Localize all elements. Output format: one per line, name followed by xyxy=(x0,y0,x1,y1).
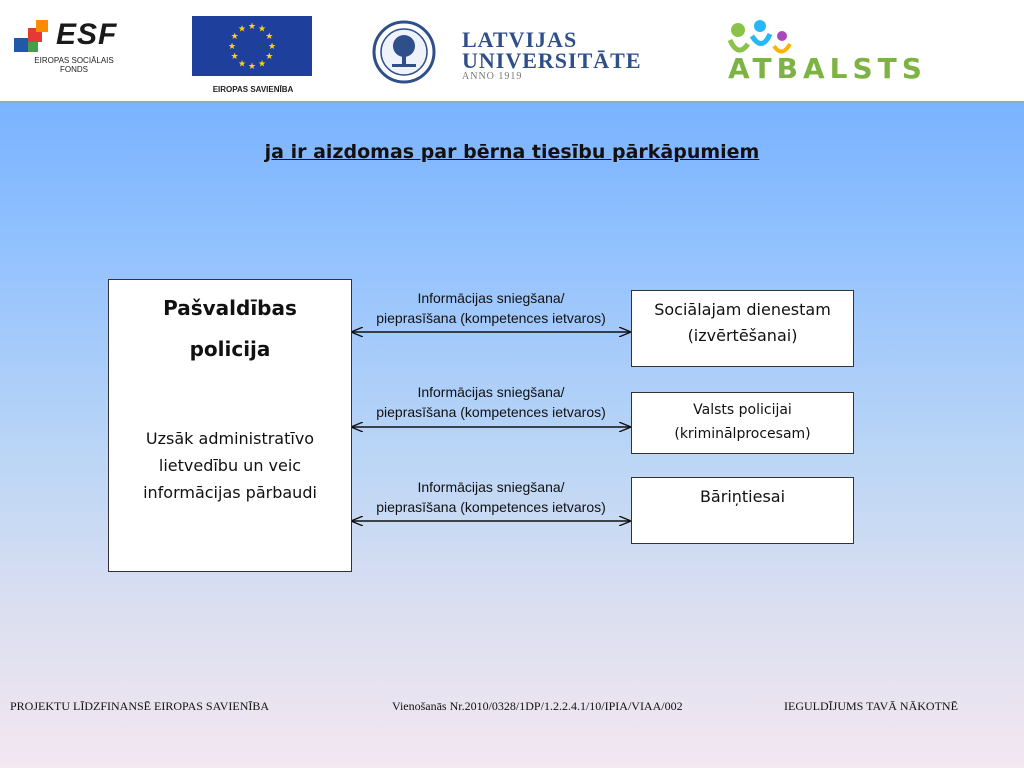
flow-label-1-line1: Informācijas sniegšana/ xyxy=(417,290,565,306)
main-title-line1: Pašvaldības xyxy=(163,296,297,320)
social-service-line2: (izvērtēšanai) xyxy=(687,326,798,345)
municipal-police-title xyxy=(109,288,351,370)
main-title-line2: policija xyxy=(189,337,271,361)
flow-label-2-line2: pieprasīšana (kompetences ietvaros) xyxy=(376,404,606,420)
atbalsts-wordmark: ATBALSTS xyxy=(728,52,927,85)
eu-star-icon: ★ xyxy=(257,23,267,34)
flow-label-3-line2: pieprasīšana (kompetences ietvaros) xyxy=(376,499,606,515)
eu-star-icon: ★ xyxy=(257,58,267,69)
footer-slogan: IEGULDĪJUMS TAVĀ NĀKOTNĒ xyxy=(784,699,958,713)
eu-star-icon: ★ xyxy=(237,23,247,34)
slide-title: ja ir aizdomas par bērna tiesību pārkāpumiem xyxy=(264,141,760,163)
footer-cofinanced: PROJEKTU LĪDZFINANSĒ EIROPAS SAVIENĪBA xyxy=(10,699,270,713)
footer-agreement-number: Vienošanās Nr.2010/0328/1DP/1.2.2.4.1/10/IPIA/VIAA/002 xyxy=(392,699,683,713)
state-police-line1: Valsts policijai xyxy=(693,402,792,418)
eu-star-icon: ★ xyxy=(230,51,239,61)
esf-subtitle-line1: EIROPAS SOCIĀLAIS xyxy=(34,56,114,65)
flow-label-1-line2: pieprasīšana (kompetences ietvaros) xyxy=(376,310,606,326)
main-desc-line1: Uzsāk administratīvo xyxy=(145,429,315,448)
esf-subtitle-line2: FONDS xyxy=(60,65,88,74)
university-name-line1: LATVIJAS xyxy=(462,27,578,52)
social-service-line1: Sociālajam dienestam xyxy=(654,300,831,319)
eu-star-icon: ★ xyxy=(247,21,257,31)
eu-caption: EIROPAS SAVIENĪBA xyxy=(212,85,294,94)
eu-star-icon: ★ xyxy=(267,41,277,51)
state-police-line2: (kriminālprocesam) xyxy=(674,426,811,442)
esf-wordmark: ESF xyxy=(56,18,118,51)
flow-label-2-line1: Informācijas sniegšana/ xyxy=(417,384,565,400)
flow-label-3-line1: Informācijas sniegšana/ xyxy=(417,479,565,495)
university-name-line2: UNIVERSITĀTE xyxy=(462,48,642,73)
municipal-police-box xyxy=(108,279,352,572)
state-police-box xyxy=(631,392,854,454)
eu-star-icon: ★ xyxy=(265,51,274,61)
eu-star-icon: ★ xyxy=(237,58,247,69)
orphan-court-line1: Bāriņtiesai xyxy=(699,487,786,506)
eu-star-icon: ★ xyxy=(230,31,239,41)
orphan-court-box xyxy=(631,477,854,544)
eu-star-icon: ★ xyxy=(247,61,257,71)
municipal-police-description xyxy=(109,425,351,506)
eu-star-icon: ★ xyxy=(227,41,237,51)
flow-label-2 xyxy=(350,382,632,422)
eu-star-icon: ★ xyxy=(265,31,274,41)
flow-label-3 xyxy=(350,477,632,517)
social-service-box xyxy=(631,290,854,367)
flow-label-1 xyxy=(350,288,632,328)
main-desc-line2: lietvedību un veic xyxy=(158,456,302,475)
main-desc-line3: informācijas pārbaudi xyxy=(143,483,317,502)
university-year: ANNO 1919 xyxy=(462,71,523,82)
